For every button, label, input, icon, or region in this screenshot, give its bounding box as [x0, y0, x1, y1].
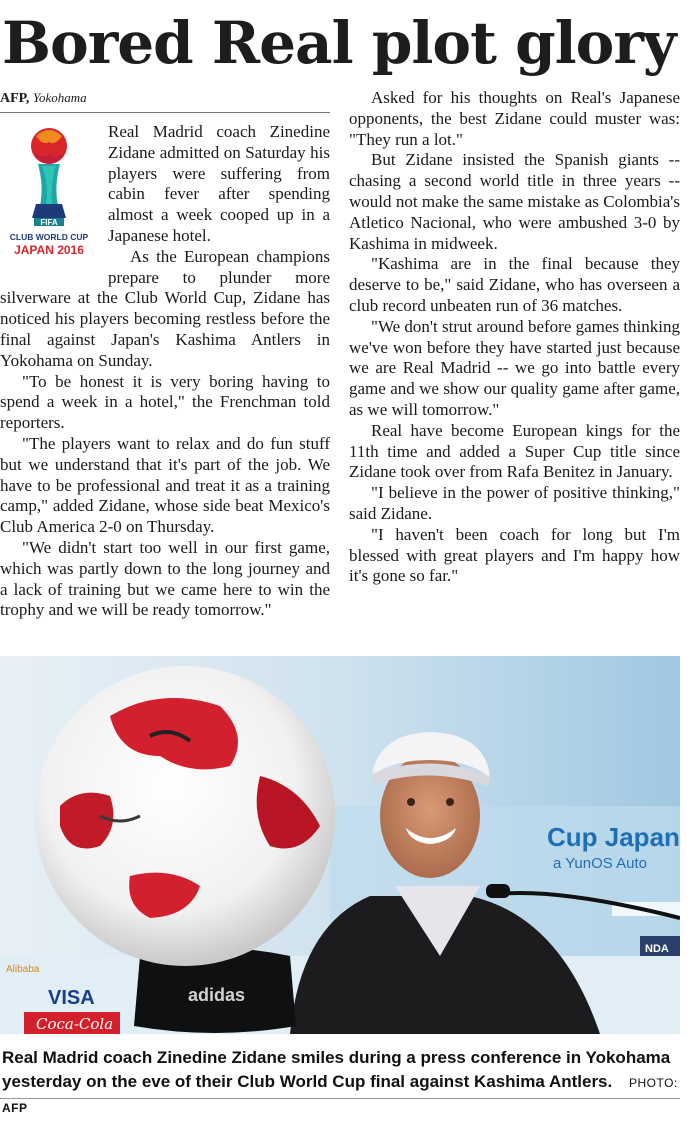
sponsor-cocacola: Coca-Cola: [36, 1015, 114, 1033]
col1-paragraph-4: "The players want to relax and do fun stuff but we understand that it's part of the job. We have to be professional and treat it as a training camp," added Zidane, whose side beat Mexico's Club America 2-0 on Thursday.: [0, 433, 330, 537]
backdrop-subtitle: a YunOS Auto: [553, 855, 647, 872]
col2-paragraph-5: Real have become European kings for the 11th time and added a Super Cup title since Zidane took over from Rafa Benitez in January.: [349, 420, 680, 482]
col1-paragraph-2: As the European champions prepare to plunder more silverware at the Club World Cup, Zidane has noticed his players becoming restless before the final against Japan's Kashima Antlers in Yokohama on Sunday.: [0, 246, 330, 370]
microphone-shape: [486, 884, 510, 898]
stand-brand: adidas: [188, 985, 246, 1005]
byline-agency: AFP,: [0, 91, 30, 106]
byline: [0, 88, 330, 113]
bottom-rule: [0, 1098, 680, 1099]
col2-paragraph-4: "We don't strut around before games thinking we've won before they have started just because we are Real Madrid -- we go into battle every game and we show our quality game after game, as we will tomorrow.": [349, 316, 680, 419]
logo-year-text: JAPAN 2016: [14, 243, 84, 257]
sponsor-visa: VISA: [48, 987, 95, 1009]
col2-paragraph-7: "I haven't been coach for long but I'm blessed with great players and I'm happy how it's gone so far.": [349, 524, 680, 586]
photo-caption: [2, 1046, 682, 1120]
logo-cwc-text: CLUB WORLD CUP: [9, 232, 89, 242]
press-conference-photo: [0, 656, 680, 1034]
headline: Bored Real plot glory: [2, 9, 676, 77]
article-column-1: [0, 122, 330, 621]
col1-paragraph-3: "To be honest it is very boring having to spend a week in a hotel," the Frenchman told reporters.: [0, 371, 330, 433]
sponsor-alibaba: Alibaba: [6, 964, 40, 975]
backdrop-title: Cup Japan: [547, 822, 680, 852]
col1-paragraph-5: "We didn't start too well in our first game, which was partly down to the long journey and a lack of training but we came here to win the trophy and we will be ready tomorrow.": [0, 537, 330, 620]
col2-paragraph-3: "Kashima are in the final because they deserve to be," said Zidane, who has overseen a club record unbeaten run of 36 matches.: [349, 254, 680, 315]
logo-fifa-text: FIFA: [40, 218, 58, 227]
col2-paragraph-6: "I believe in the power of positive thinking," said Zidane.: [349, 483, 680, 523]
col2-paragraph-2: But Zidane insisted the Spanish giants -- chasing a second world title in three years -- would not make the same mistake as Colombia's Atletico Nacional, who were ambushed 3-0 by Kashima in midweek.: [349, 150, 680, 253]
credit-source: AFP: [2, 1101, 28, 1115]
col2-paragraph-1: Asked for his thoughts on Real's Japanese opponents, the best Zidane could muster was: "They run a lot.": [349, 88, 680, 149]
credit-label: PHOTO:: [628, 1076, 678, 1090]
backdrop-sponsor-nda: NDA: [645, 943, 669, 955]
article-column-2: [349, 88, 680, 587]
col1-paragraph-1: Real Madrid coach Zinedine Zidane admitted on Saturday his players were suffering from cabin fever after spending almost a week cooped up in a Japanese hotel.: [108, 122, 330, 245]
caption-text: Real Madrid coach Zinedine Zidane smiles during a press conference in Yokohama yesterday on the eve of their Club World Cup final against Kashima Antlers.: [2, 1048, 671, 1091]
club-world-cup-logo: [0, 124, 98, 266]
byline-place: Yokohama: [32, 90, 87, 105]
